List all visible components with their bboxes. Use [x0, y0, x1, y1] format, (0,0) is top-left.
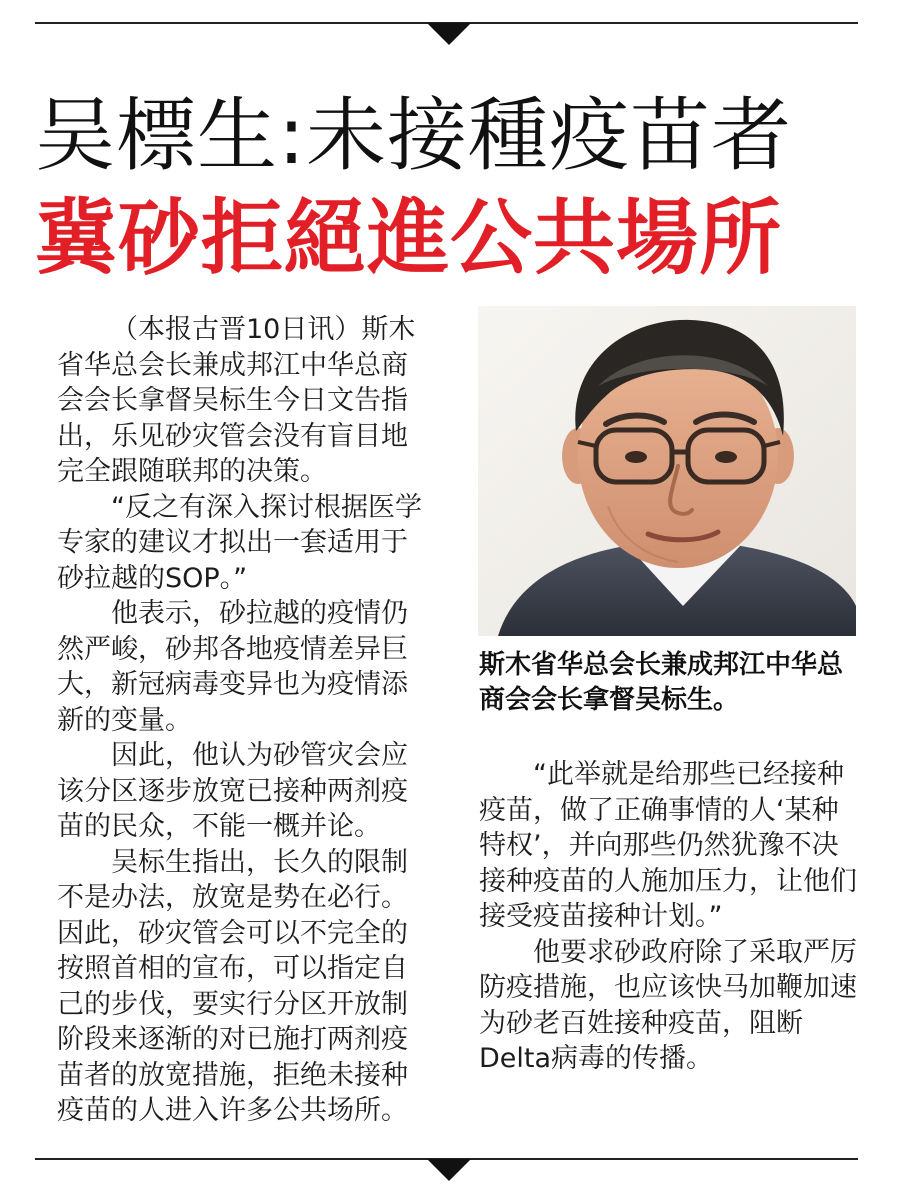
- article-paragraph: 他表示，砂拉越的疫情仍然严峻，砂邦各地疫情差异巨大，新冠病毒变异也为疫情添新的变量。: [57, 598, 408, 736]
- article-paragraph: “反之有深入探讨根据医学专家的建议才拟出一套适用于砂拉越的SOP。”: [57, 491, 422, 594]
- article-paragraph: 他要求砂政府除了采取严厉防疫措施，也应该快马加鞭加速为砂老百姓接种疫苗，阻断Delta病毒的传播。: [479, 936, 857, 1074]
- photo-caption: 斯木省华总会长兼成邦江中华总商会会长拿督吴标生。: [479, 650, 844, 715]
- article-paragraph: 因此，他认为砂管灾会应该分区逐步放宽已接种两剂疫苗的民众，不能一概并论。: [57, 740, 408, 842]
- article-right-column: [479, 757, 864, 1077]
- article-paragraph: （本报古晋10日讯）斯木省华总会长兼成邦江中华总商会会长拿督吴标生今日文告指出，乐见砂灾管会没有盲目地完全跟随联邦的决策。: [57, 314, 416, 487]
- headline-line-2: 冀砂拒絕進公共場所: [35, 191, 783, 286]
- bottom-marker-triangle: [427, 1159, 471, 1181]
- article-paragraph: 吴标生指出，长久的限制不是办法，放宽是势在必行。因此，砂灾管会可以不完全的按照首相的宣布，可以指定自己的步伐，要实行分区开放制阶段来逐渐的对已施打两剂疫苗者的放宽措施，拒绝未接种疫苗的人进入许多公共场所。: [57, 846, 408, 1126]
- top-marker-triangle: [427, 23, 471, 45]
- portrait-photo: [478, 306, 856, 636]
- article-left-column: [57, 312, 425, 1129]
- article-paragraph: “此举就是给那些已经接种疫苗，做了正确事情的人‘某种特权’，并向那些仍然犹豫不决接种疫苗的人施加压力，让他们接受疫苗接种计划。”: [479, 759, 857, 932]
- headline-line-1: 吴標生:未接種疫苗者: [35, 89, 792, 182]
